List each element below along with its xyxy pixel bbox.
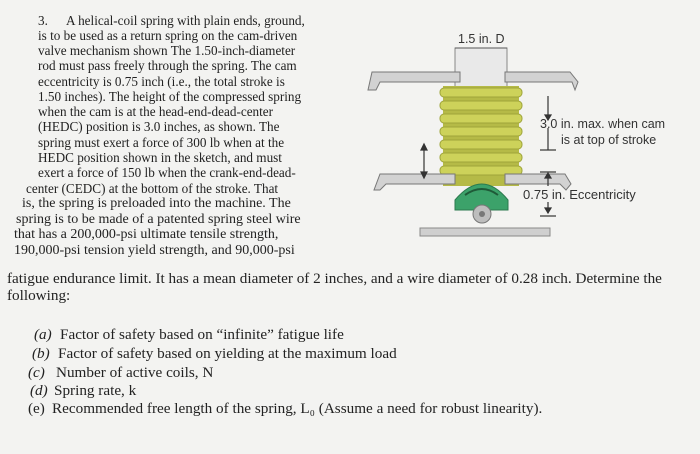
- question-text: Factor of safety based on “infinite” fatigue life: [60, 326, 344, 343]
- helical-spring: [440, 86, 522, 186]
- problem-line: that has a 200,000-psi ultimate tensile strength,: [14, 227, 279, 242]
- problem-line: center (CEDC) at the bottom of the stroke. That: [26, 181, 279, 196]
- problem-line: rod must pass freely through the spring. The cam: [38, 58, 297, 73]
- problem-number: 3.: [38, 13, 48, 28]
- problem-full-line-2: following:: [7, 287, 71, 304]
- problem-line: 1.50 inches). The height of the compressed spring: [38, 89, 302, 104]
- problem-line: when the cam is at the head-end-dead-center: [38, 104, 274, 119]
- problem-line: is, the spring is preloaded into the machine. The: [22, 196, 291, 211]
- problem-line: A helical-coil spring with plain ends, ground,: [66, 13, 305, 28]
- question-marker: (a): [34, 326, 52, 343]
- question-marker: (c): [28, 364, 45, 381]
- stroke-arrow: [421, 144, 427, 178]
- question-text: Spring rate, k: [54, 382, 137, 399]
- problem-line: 190,000-psi tension yield strength, and 90,000-psi: [14, 243, 295, 258]
- problem-line: spring must exert a force of 300 lb when at the: [38, 135, 285, 150]
- problem-line: eccentricity is 0.75 inch (i.e., the total stroke is: [38, 74, 285, 89]
- problem-line: is to be used as a return spring on the cam-driven: [38, 28, 298, 43]
- eccentricity-label: 0.75 in. Eccentricity: [523, 187, 636, 202]
- question-marker: (b): [32, 345, 50, 362]
- problem-line: spring is to be made of a patented spring steel wire: [16, 212, 301, 227]
- height-label: 3.0 in. max. when cam: [540, 117, 666, 131]
- question-text: Factor of safety based on yielding at the maximum load: [58, 345, 397, 362]
- height-label-continued: is at top of stroke: [561, 133, 657, 147]
- problem-full-line-1: fatigue endurance limit. It has a mean diameter of 2 inches, and a wire diameter of 0.28 inch. Determine the: [7, 270, 662, 287]
- problem-line: valve mechanism shown The 1.50-inch-diameter: [38, 43, 296, 58]
- question-text: Recommended free length of the spring, L₀ (Assume a need for robust linearity).: [52, 400, 543, 417]
- problem-line: (HEDC) position is 3.0 inches, as shown. The: [38, 119, 280, 134]
- problem-line: exert a force of 150 lb when the crank-end-dead-: [38, 165, 296, 180]
- lower-spring-seat: [374, 174, 455, 190]
- base-plate: [420, 228, 550, 236]
- question-text: Number of active coils, N: [56, 364, 214, 381]
- question-marker: (e): [28, 400, 45, 417]
- rod-diameter-label: 1.5 in. D: [458, 32, 505, 46]
- question-marker: (d): [30, 382, 48, 399]
- problem-line: HEDC position shown in the sketch, and must: [38, 150, 282, 165]
